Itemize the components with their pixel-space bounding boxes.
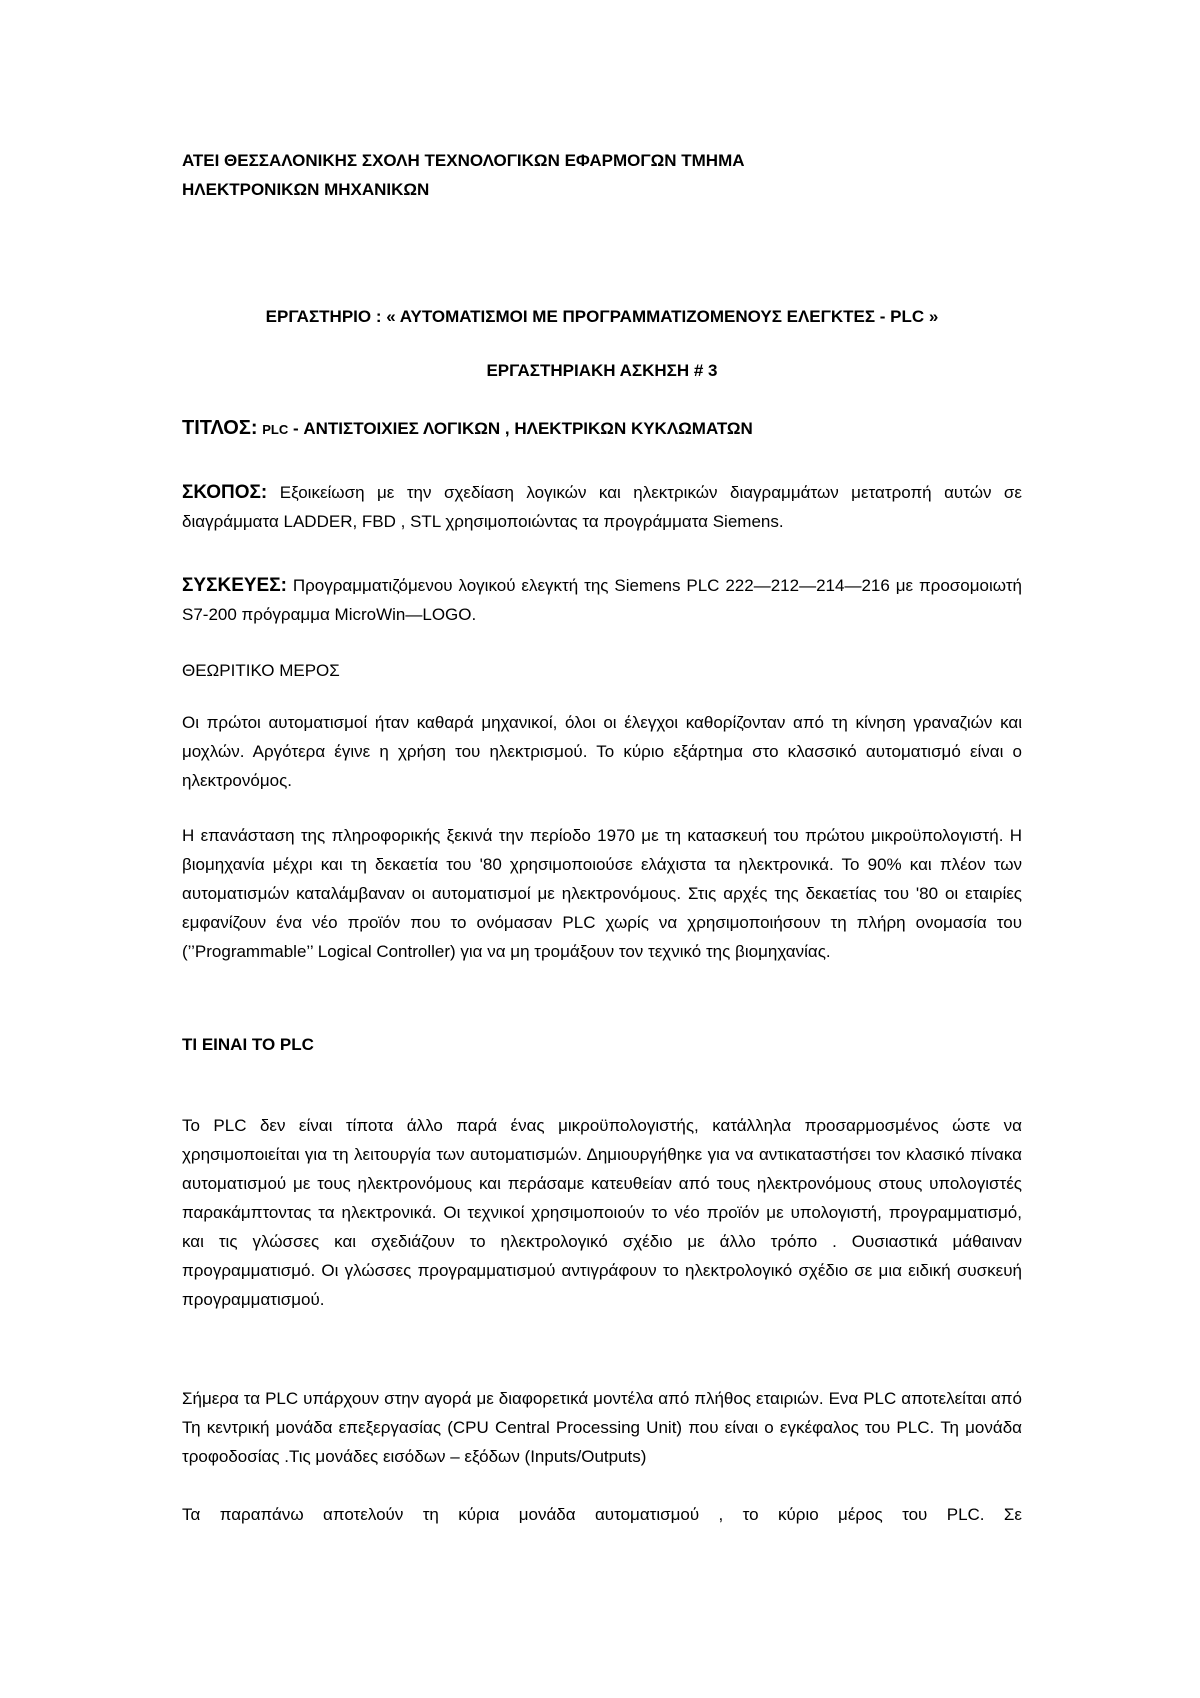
title-label: ΤΙΤΛΟΣ: (182, 417, 258, 439)
title-line (182, 414, 1022, 444)
theory-paragraph-1: Οι πρώτοι αυτοματισμοί ήταν καθαρά μηχανικοί, όλοι οι έλεγχοι καθορίζονταν από τη κίνηση γραναζιών και μοχλών. Αργότερα έγινε η χρήση του ηλεκτρισμού. Το κύριο εξάρτημα στο κλασσικό αυτοματισμό είναι ο ηλεκτρονόμος. (182, 713, 1022, 790)
plc-paragraph-3: Τα παραπάνω αποτελούν τη κύρια μονάδα αυτοματισμού , το κύριο μέρος του PLC. Σε (182, 1505, 1022, 1524)
equipment-label: ΣΥΣΚΕΥΕΣ: (182, 575, 287, 596)
plc-heading: ΤΙ ΕΙΝΑΙ ΤΟ PLC (182, 1035, 314, 1054)
purpose-label: ΣΚΟΠΟΣ: (182, 482, 268, 503)
institution-header-line1: ΑΤΕΙ ΘΕΣΣΑΛΟΝΙΚΗΣ ΣΧΟΛΗ ΤΕΧΝΟΛΟΓΙΚΩΝ ΕΦΑΡΜΟΓΩΝ ΤΜΗΜΑ (182, 151, 745, 170)
theory-paragraph-2: Η επανάσταση της πληροφορικής ξεκινά την περίοδο 1970 με τη κατασκευή του πρώτου μικροϋπολογιστή. Η βιομηχανία μέχρι και τη δεκαετία του '80 χρησιμοποιούσε ελάχιστα τα ηλεκτρονικά. Το 90% και πλέον των αυτοματισμών καταλάμβαναν οι αυτοματισμοί με ηλεκτρονόμους. Στις αρχές της δεκαετίας του '80 οι εταιρίες εμφανίζουν ένα νέο προϊόν που το ονόμασαν PLC χωρίς να χρησιμοποιήσουν τη πλήρη ονομασία του (’’Programmable’’ Logical Controller) για να μη τρομάξουν τον τεχνικό της βιομηχανίας. (182, 826, 1022, 961)
institution-header (182, 146, 1022, 204)
purpose-text: Εξοικείωση με την σχεδίαση λογικών και ηλεκτρικών διαγραμμάτων μετατροπή αυτών σε διαγράμματα LADDER, FBD , STL χρησιμοποιώντας τα προγράμματα Siemens. (182, 483, 1022, 531)
theory-heading: ΘΕΩΡΙΤΙΚΟ ΜΕΡΟΣ (182, 661, 340, 680)
equipment-text: Προγραμματιζόμενου λογικού ελεγκτή της Siemens PLC 222—212—214—216 με προσομοιωτή S7-200 πρόγραμμα MicroWin—LOGO. (182, 576, 1022, 624)
purpose-paragraph (182, 478, 1022, 536)
plc-paragraph-1: Το PLC δεν είναι τίποτα άλλο παρά ένας μικροϋπολογιστής, κατάλληλα προσαρμοσμένος ώστε να χρησιμοποιείται για τη λειτουργία των αυτοματισμών. Δημιουργήθηκε για να αντικαταστήσει τον κλασικό πίνακα αυτοματισμού με τους ηλεκτρονόμους και περάσαμε κατευθείαν από τους ηλεκτρονόμους στους υπολογιστές παρακάμπτοντας τα ηλεκτρονικά. Οι τεχνικοί χρησιμοποιούν το νέο προϊόν με υπολογιστή, προγραμματισμό, και τις γλώσσες και σχεδιάζουν το ηλεκτρολογικό σχέδιο με άλλο τρόπο . Ουσιαστικά μάθαιναν προγραμματισμό. Οι γλώσσες προγραμματισμού αντιγράφουν το ηλεκτρολογικό σχέδιο σε μια ειδική συσκευή προγραμματισμού. (182, 1116, 1022, 1309)
exercise-number: ΕΡΓΑΣΤΗΡΙΑΚΗ ΑΣΚΗΣΗ # 3 (486, 361, 718, 380)
plc-paragraph-2: Σήμερα τα PLC υπάρχουν στην αγορά με διαφορετικά μοντέλα από πλήθος εταιριών. Ενα PLC αποτελείται από Τη κεντρική μονάδα επεξεργασίας (CPU Central Processing Unit) που είναι ο εγκέφαλος του PLC. Τη μονάδα τροφοδοσίας .Τις μονάδες εισόδων – εξόδων (Inputs/Outputs) (182, 1389, 1022, 1466)
institution-header-line2: ΗΛΕΚΤΡΟΝΙΚΩΝ ΜΗΧΑΝΙΚΩΝ (182, 180, 430, 199)
equipment-paragraph (182, 571, 1022, 629)
lab-title: ΕΡΓΑΣΤΗΡΙΟ : « ΑΥΤΟΜΑΤΙΣΜΟΙ ΜΕ ΠΡΟΓΡΑΜΜΑΤΙΖΟΜΕΝΟΥΣ ΕΛΕΓΚΤΕΣ - PLC » (265, 307, 939, 326)
title-prefix: PLC (262, 422, 289, 437)
title-text: - ΑΝΤΙΣΤΟΙΧΙΕΣ ΛΟΓΙΚΩΝ , ΗΛΕΚΤΡΙΚΩΝ ΚΥΚΛΩΜΑΤΩΝ (288, 419, 753, 438)
